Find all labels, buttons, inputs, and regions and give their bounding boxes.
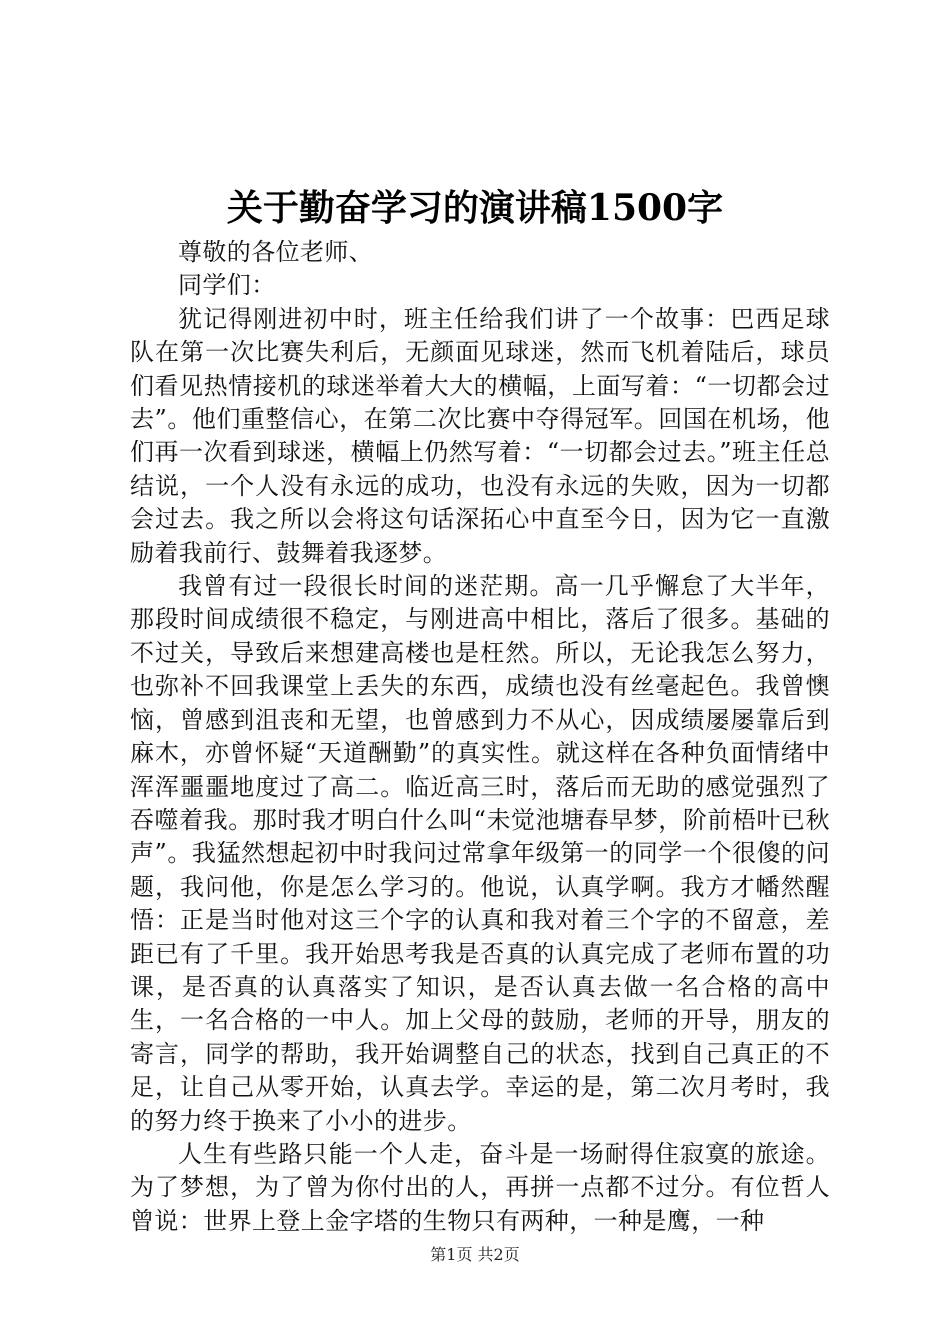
body-paragraph-3: 人生有些路只能一个人走，奋斗是一场耐得住寂寞的旅途。为了梦想，为了曾为你付出的人，再拼一点都不过分。有位哲人曾说：世界上登上金字塔的生物只有两种，一种是鹰，一种 xyxy=(130,1139,830,1235)
body-paragraph-1: 犹记得刚进初中时，班主任给我们讲了一个故事：巴西足球队在第一次比赛失利后，无颜面见球迷，然而飞机着陆后，球员们看见热情接机的球迷举着大大的横幅，上面写着：“一切都会过去”。他们重整信心，在第二次比赛中夺得冠军。回国在机场，他们再一次看到球迷，横幅上仍然写着：“一切都会过去。”班主任总结说，一个人没有永远的成功，也没有永远的失败，因为一切都会过去。我之所以会将这句话深拓心中直至今日，因为它一直激励着我前行、鼓舞着我逐梦。 xyxy=(130,304,830,567)
document-body xyxy=(130,236,830,1238)
document-title: 关于勤奋学习的演讲稿1500字 xyxy=(226,187,724,229)
page-number-footer: 第1页 共2页 xyxy=(430,1245,520,1264)
salutation-line-2: 同学们： xyxy=(178,271,276,300)
body-paragraph-2: 我曾有过一段很长时间的迷茫期。高一几乎懈怠了大半年，那段时间成绩很不稳定，与刚进高中相比，落后了很多。基础的不过关，导致后来想建高楼也是枉然。所以，无论我怎么努力，也弥补不回我课堂上丢失的东西，成绩也没有丝毫起色。我曾懊恼，曾感到沮丧和无望，也曾感到力不从心，因成绩屡屡靠后到麻木，亦曾怀疑“天道酬勤”的真实性。就这样在各种负面情绪中浑浑噩噩地度过了高二。临近高三时，落后而无助的感觉强烈了吞噬着我。那时我才明白什么叫“未觉池塘春早梦，阶前梧叶已秋声”。我猛然想起初中时我问过常拿年级第一的同学一个很傻的问题，我问他，你是怎么学习的。他说，认真学啊。我方才幡然醒悟：正是当时他对这三个字的认真和我对着三个字的不留意，差距已有了千里。我开始思考我是否真的认真完成了老师布置的功课，是否真的认真落实了知识，是否认真去做一名合格的高中生，一名合格的一中人。加上父母的鼓励，老师的开导，朋友的寄言，同学的帮助，我开始调整自己的状态，找到自己真正的不足，让自己从零开始，认真去学。幸运的是，第二次月考时，我的努力终于换来了小小的进步。 xyxy=(130,572,830,1135)
salutation-line-1: 尊敬的各位老师、 xyxy=(178,238,374,266)
